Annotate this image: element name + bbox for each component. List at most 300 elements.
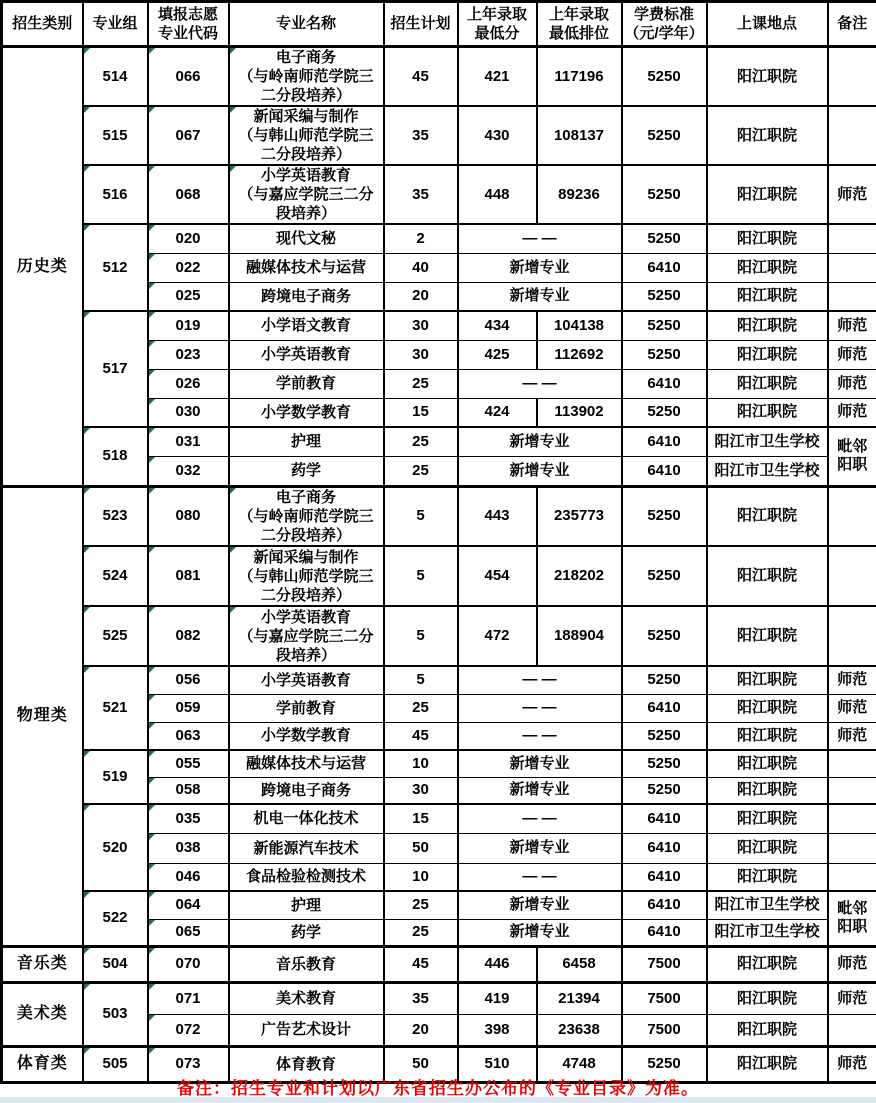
cell-value: 068	[175, 185, 201, 203]
cell-line: 二分段培养）	[260, 87, 351, 104]
cell-value: 阳江职院	[736, 1020, 797, 1038]
header-score	[458, 2, 537, 47]
cell-value: 阳江职院	[736, 955, 797, 972]
cell-value: 6410	[647, 896, 681, 914]
table-row	[2, 750, 876, 777]
code-cell	[148, 946, 229, 982]
excel-flag-icon	[149, 399, 155, 405]
cell-value: 新增专业	[509, 287, 570, 305]
excel-flag-icon	[149, 166, 155, 172]
score-rank-merged-cell	[458, 694, 622, 722]
cell-value: 515	[102, 126, 128, 144]
cell-value: 阳江职院	[736, 316, 797, 334]
remark-cell	[828, 982, 876, 1014]
cell-value: 522	[102, 909, 128, 927]
cell-value: 065	[175, 923, 201, 940]
excel-flag-icon	[230, 547, 236, 553]
cell-value: 阳江职院	[736, 229, 797, 247]
tuition-cell	[622, 750, 707, 777]
min-rank-cell	[537, 606, 622, 666]
min-rank-cell	[537, 486, 622, 546]
cell-value: 25	[412, 923, 429, 940]
cell-value: 517	[102, 360, 128, 377]
cell-value: 2	[416, 229, 425, 247]
cell-value: 新增专业	[509, 781, 570, 799]
group-cell	[83, 946, 148, 982]
plan-cell	[384, 919, 458, 946]
min-rank-cell	[537, 546, 622, 606]
cell-value: 阳江职院	[736, 567, 797, 584]
cell-line: 电子商务	[275, 49, 336, 66]
cell-value: 机电一体化技术	[253, 810, 359, 828]
plan-cell	[384, 750, 458, 777]
excel-flag-icon	[149, 920, 155, 926]
score-rank-merged-cell	[458, 919, 622, 946]
cell-line: 新闻采编与制作	[253, 108, 359, 125]
code-cell	[148, 253, 229, 282]
excel-flag-icon	[149, 1048, 155, 1054]
cell-value: 25	[412, 374, 429, 392]
cell-value: 073	[175, 1055, 201, 1072]
remark-cell	[828, 253, 876, 282]
cell-line: 电子商务	[275, 488, 336, 506]
location-cell	[707, 546, 828, 606]
cell-value: 食品检验检测技术	[245, 868, 366, 886]
cell-value: 阳江职院	[736, 403, 797, 421]
major-name-cell	[229, 311, 384, 340]
header-line: 上年录取	[548, 5, 609, 23]
header-line: （元/学年）	[624, 25, 704, 42]
cell-value: 519	[102, 768, 128, 785]
location-cell	[707, 606, 828, 666]
tuition-cell	[622, 311, 707, 340]
code-cell	[148, 398, 229, 427]
cell-value: 阳江职院	[736, 867, 797, 885]
cell-value: 6410	[647, 839, 681, 856]
cell-value: 055	[175, 754, 201, 772]
excel-flag-icon	[84, 428, 90, 434]
location-cell	[707, 486, 828, 546]
cell-value: 505	[102, 1055, 128, 1072]
cell-value: 504	[102, 955, 128, 972]
cell-value: 523	[102, 507, 128, 525]
cell-value: 新增专业	[509, 258, 570, 276]
cell-value: 音乐教育	[275, 955, 336, 973]
cell-value: 113902	[554, 403, 604, 421]
cell-value: 5250	[647, 287, 681, 305]
cell-value: 阳江职院	[736, 67, 797, 85]
cell-value: 6410	[647, 461, 681, 479]
cell-value: 小学数学教育	[260, 727, 351, 745]
major-name-cell	[229, 777, 384, 804]
cell-value: 188904	[553, 627, 605, 644]
score-rank-merged-cell	[458, 224, 622, 253]
cell-value: 503	[102, 1005, 128, 1022]
min-score-cell	[458, 47, 537, 107]
tuition-cell	[622, 919, 707, 946]
location-cell	[707, 982, 828, 1014]
major-name-cell	[229, 722, 384, 750]
excel-flag-icon	[230, 48, 236, 54]
major-name-cell	[229, 982, 384, 1014]
cell-value: 89236	[558, 185, 600, 203]
table-row	[2, 311, 876, 340]
cell-line: （与岭南师范学院三	[238, 68, 374, 85]
cell-value: 5250	[647, 67, 681, 85]
code-cell	[148, 777, 229, 804]
header-line: 最低分	[474, 25, 520, 42]
plan-cell	[384, 946, 458, 982]
cell-value: 5250	[647, 126, 681, 144]
group-cell	[83, 47, 148, 107]
cell-value: 5	[416, 507, 425, 525]
location-cell	[707, 253, 828, 282]
plan-cell	[384, 606, 458, 666]
tuition-cell	[622, 833, 707, 863]
cell-value: 新增专业	[509, 432, 570, 450]
major-name-cell	[229, 398, 384, 427]
cell-value: 新增专业	[509, 923, 570, 940]
cell-value: 新增专业	[509, 754, 570, 772]
excel-flag-icon	[149, 428, 155, 434]
score-rank-merged-cell	[458, 666, 622, 694]
cell-value: 6410	[647, 258, 681, 276]
min-score-cell	[458, 340, 537, 369]
plan-cell	[384, 427, 458, 456]
major-name-cell	[229, 282, 384, 311]
header-line: 最低排位	[548, 25, 609, 42]
cell-value: 20	[412, 1020, 429, 1038]
cell-value: 520	[102, 838, 128, 856]
cell-line: （与嘉应学院三二分	[238, 627, 374, 645]
min-score-cell	[458, 106, 537, 165]
tuition-cell	[622, 340, 707, 369]
cell-value: 5250	[647, 567, 681, 584]
cell-value: 5250	[647, 1055, 681, 1072]
location-cell	[707, 456, 828, 486]
code-cell	[148, 165, 229, 224]
plan-cell	[384, 398, 458, 427]
table-row	[2, 891, 876, 919]
cell-value: 25	[412, 461, 429, 479]
cell-value: 025	[175, 287, 201, 305]
remark-cell	[828, 694, 876, 722]
cell-value: 25	[412, 432, 429, 450]
cell-line: （与嘉应学院三二分	[238, 186, 374, 203]
cell-value: 020	[175, 229, 201, 247]
excel-flag-icon	[149, 805, 155, 811]
cell-value: 4748	[562, 1055, 596, 1072]
location-cell	[707, 340, 828, 369]
excel-flag-icon	[149, 667, 155, 673]
cell-value: 108137	[553, 126, 605, 144]
plan-cell	[384, 777, 458, 804]
header-label: 专业名称	[275, 15, 336, 33]
tuition-cell	[622, 224, 707, 253]
score-rank-merged-cell	[458, 722, 622, 750]
cell-value: 5250	[647, 671, 681, 689]
header-plan	[384, 2, 458, 47]
cell-value: 022	[175, 258, 201, 276]
score-rank-merged-cell	[458, 456, 622, 486]
cell-value: 阳江职院	[736, 1055, 797, 1072]
plan-cell	[384, 546, 458, 606]
cell-value: 112692	[554, 345, 604, 363]
excel-flag-icon	[149, 834, 155, 840]
cell-value: 阳江市卫生学校	[714, 923, 820, 940]
cell-value: 阳江职院	[736, 258, 797, 276]
cell-value: 058	[175, 781, 201, 799]
cell-value: 阳江市卫生学校	[714, 461, 820, 479]
excel-flag-icon	[149, 948, 155, 954]
plan-cell	[384, 486, 458, 546]
cell-value: 512	[102, 258, 128, 276]
excel-flag-icon	[149, 695, 155, 701]
cell-value: 物理类	[16, 707, 68, 725]
cell-line: （与岭南师范学院三	[238, 507, 374, 525]
cell-value: 师范	[837, 699, 868, 716]
code-cell	[148, 666, 229, 694]
cell-value: 融媒体技术与运营	[245, 259, 366, 276]
cell-value: 421	[484, 67, 510, 85]
min-rank-cell	[537, 165, 622, 224]
table-row	[2, 47, 876, 107]
location-cell	[707, 666, 828, 694]
code-cell	[148, 804, 229, 833]
cell-value: 护理	[290, 433, 321, 451]
cell-value: 425	[484, 345, 510, 363]
tuition-cell	[622, 946, 707, 982]
table-row	[2, 106, 876, 165]
cell-value: 30	[412, 345, 429, 363]
cell-value: — —	[522, 699, 557, 716]
cell-value: 师范	[837, 726, 868, 744]
excel-flag-icon	[84, 984, 90, 990]
cell-value: 5250	[647, 403, 681, 421]
cell-value: 阳江职院	[736, 726, 797, 744]
location-cell	[707, 224, 828, 253]
location-cell	[707, 863, 828, 891]
min-score-cell	[458, 982, 537, 1014]
plan-cell	[384, 982, 458, 1014]
table-row	[2, 946, 876, 982]
cell-line: 二分段培养）	[260, 586, 351, 604]
tuition-cell	[622, 694, 707, 722]
header-label: 招生计划	[390, 15, 451, 33]
min-score-cell	[458, 1014, 537, 1046]
code-cell	[148, 919, 229, 946]
footer-note	[0, 1075, 876, 1097]
code-cell	[148, 427, 229, 456]
category-cell	[2, 982, 83, 1046]
cell-line: 二分段培养）	[260, 526, 351, 544]
remark-cell	[828, 106, 876, 165]
remark-cell	[828, 891, 876, 946]
plan-cell	[384, 106, 458, 165]
cell-value: 师范	[837, 671, 868, 689]
cell-value: 035	[175, 809, 201, 827]
excel-flag-icon	[84, 805, 90, 811]
cell-value: 7500	[647, 1020, 681, 1038]
cell-value: — —	[522, 809, 557, 827]
excel-flag-icon	[149, 312, 155, 318]
major-name-cell	[229, 750, 384, 777]
location-cell	[707, 427, 828, 456]
cell-value: 阳江职院	[736, 507, 797, 525]
cell-value: 21394	[558, 989, 600, 1007]
cell-line: 阳职	[837, 456, 868, 474]
cell-value: 50	[412, 1055, 429, 1072]
major-name-cell	[229, 863, 384, 891]
header-rank	[537, 2, 622, 47]
cell-value: 阳江职院	[736, 989, 797, 1007]
cell-value: — —	[522, 671, 557, 689]
min-score-cell	[458, 606, 537, 666]
cell-value: 10	[412, 754, 429, 772]
plan-cell	[384, 253, 458, 282]
major-name-cell	[229, 606, 384, 666]
tuition-cell	[622, 546, 707, 606]
cell-value: 新增专业	[509, 839, 570, 856]
cell-value: 美术类	[16, 1005, 68, 1023]
remark-cell	[828, 863, 876, 891]
cell-value: 30	[412, 781, 429, 799]
excel-flag-icon	[149, 864, 155, 870]
cell-value: 023	[175, 345, 201, 363]
location-cell	[707, 833, 828, 863]
major-name-cell	[229, 224, 384, 253]
cell-value: 小学英语教育	[260, 346, 351, 363]
min-rank-cell	[537, 982, 622, 1014]
cell-value: 419	[484, 989, 510, 1007]
cell-value: 阳江职院	[736, 185, 797, 203]
cell-value: 056	[175, 671, 201, 689]
cell-line: 段培养）	[275, 205, 336, 222]
score-rank-merged-cell	[458, 777, 622, 804]
cell-value: 阳江职院	[736, 809, 797, 827]
cell-value: 019	[175, 316, 201, 334]
cell-value: — —	[522, 229, 557, 247]
cell-value: 25	[412, 896, 429, 914]
location-cell	[707, 1014, 828, 1046]
table-row	[2, 982, 876, 1014]
location-cell	[707, 722, 828, 750]
code-cell	[148, 982, 229, 1014]
spreadsheet-edge-strip	[0, 1097, 876, 1103]
group-cell	[83, 750, 148, 804]
cell-value: 6458	[562, 955, 596, 972]
score-rank-merged-cell	[458, 253, 622, 282]
cell-line: （与韩山师范学院三	[238, 567, 374, 585]
header-label: 备注	[837, 15, 868, 33]
excel-flag-icon	[84, 667, 90, 673]
major-name-cell	[229, 427, 384, 456]
remark-cell	[828, 722, 876, 750]
cell-value: 6410	[647, 699, 681, 716]
excel-flag-icon	[84, 107, 90, 113]
cell-value: 阳江职院	[736, 627, 797, 644]
cell-value: 510	[484, 1055, 510, 1072]
major-name-cell	[229, 253, 384, 282]
cell-value: 15	[412, 809, 429, 827]
major-name-cell	[229, 165, 384, 224]
cell-value: 师范	[837, 403, 868, 421]
major-name-cell	[229, 546, 384, 606]
tuition-cell	[622, 804, 707, 833]
cell-value: 063	[175, 726, 201, 744]
group-cell	[83, 106, 148, 165]
group-cell	[83, 666, 148, 750]
code-cell	[148, 311, 229, 340]
excel-flag-icon	[84, 312, 90, 318]
cell-value: 446	[484, 955, 510, 972]
major-name-cell	[229, 833, 384, 863]
cell-value: 跨境电子商务	[260, 781, 351, 799]
tuition-cell	[622, 106, 707, 165]
min-score-cell	[458, 398, 537, 427]
plan-cell	[384, 722, 458, 750]
cell-value: 067	[175, 126, 201, 144]
plan-cell	[384, 47, 458, 107]
cell-value: 516	[102, 185, 128, 203]
cell-value: 032	[175, 461, 201, 479]
excel-flag-icon	[149, 751, 155, 757]
cell-value: 5250	[647, 754, 681, 772]
cell-value: 5250	[647, 345, 681, 363]
location-cell	[707, 398, 828, 427]
tuition-cell	[622, 398, 707, 427]
table-row	[2, 666, 876, 694]
min-rank-cell	[537, 946, 622, 982]
cell-value: 新能源汽车技术	[253, 839, 359, 857]
code-cell	[148, 47, 229, 107]
tuition-cell	[622, 486, 707, 546]
cell-value: 35	[412, 989, 429, 1007]
cell-value: 518	[102, 447, 128, 465]
cell-value: 阳江市卫生学校	[714, 896, 820, 914]
category-cell	[2, 47, 83, 487]
excel-flag-icon	[84, 547, 90, 553]
cell-value: — —	[522, 374, 557, 392]
cell-value: 218202	[553, 567, 605, 584]
cell-line: 毗邻	[837, 438, 868, 456]
cell-value: 6410	[647, 923, 681, 940]
location-cell	[707, 311, 828, 340]
cell-value: 师范	[837, 1055, 868, 1072]
table-row	[2, 224, 876, 253]
cell-value: 师范	[837, 989, 868, 1007]
cell-value: 448	[484, 185, 510, 203]
cell-value: 师范	[837, 955, 868, 972]
min-rank-cell	[537, 398, 622, 427]
location-cell	[707, 750, 828, 777]
min-rank-cell	[537, 1014, 622, 1046]
plan-cell	[384, 369, 458, 398]
excel-flag-icon	[149, 457, 155, 463]
cell-value: 阳江职院	[736, 287, 797, 305]
remark-cell	[828, 224, 876, 253]
header-fee	[622, 2, 707, 47]
cell-value: 046	[175, 867, 201, 885]
cell-value: 45	[412, 67, 429, 85]
cell-value: 阳江职院	[736, 699, 797, 716]
cell-value: 阳江职院	[736, 671, 797, 689]
cell-value: 6410	[647, 867, 681, 885]
remark-cell	[828, 427, 876, 486]
tuition-cell	[622, 666, 707, 694]
cell-value: 20	[412, 287, 429, 305]
tuition-cell	[622, 891, 707, 919]
